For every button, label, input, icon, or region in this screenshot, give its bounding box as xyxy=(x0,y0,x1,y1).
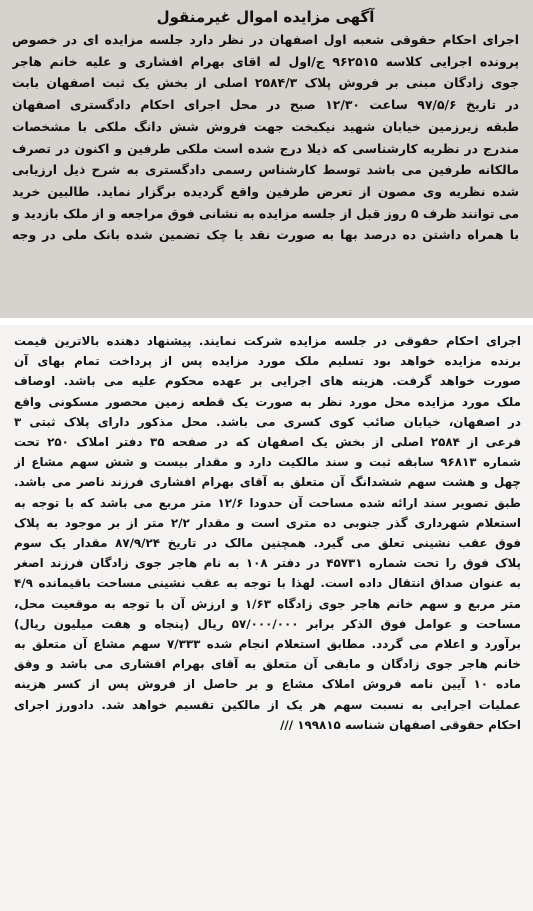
paragraph-line: طبق تصویر سند ارائه شده مساحت آن حدودا ۱۲/۶ متر مربع می باشد که با توجه به xyxy=(14,495,521,510)
paragraph-line: فرعی از ۲۵۸۴ اصلی از بخش یک اصفهان که در صفحه ۳۵ دفتر املاک ۲۵۰ تحت xyxy=(14,435,521,450)
paragraph-line: پرونده اجرایی کلاسه ۹۶۲۵۱۵ ج/اول له اقای بهرام افشاری و علیه خانم هاجر xyxy=(12,53,519,69)
paragraph-line: عملیات اجرایی به نسبت سهم هر یک از مالکین تقسیم خواهد شد. دادورز اجرای xyxy=(14,697,521,712)
paragraph-line: می توانند ظرف ۵ روز قبل از جلسه مزایده به نشانی فوق مراجعه و از ملک بازدید و xyxy=(12,205,519,221)
paragraph-line: چهل و هشت سهم ششدانگ آن متعلق به آقای بهرام افشاری فرزند ناصر می باشد. xyxy=(14,475,521,490)
paragraph-line: پلاک فوق را تحت شماره ۴۵۷۳۱ در دفتر ۱۰۸ به نام هاجر جوی زادگان فرزند اصغر xyxy=(14,556,521,571)
paragraph-line: برنده مزایده خواهد بود تسلیم ملک مورد مزایده پس از پرداخت تمام بهای آن xyxy=(14,354,521,369)
paragraph-line: مندرج در نظریه کارشناسی که ذیلا درج شده است ملکی طرفین و اکنون در تصرف xyxy=(12,140,519,156)
notice-headline: آگهی مزایده اموال غیرمنقول xyxy=(156,8,375,26)
paragraph-line: شده نظریه وی مصون از تعرض طرفین واقع گردیده برگزار نماید. طالبین خرید xyxy=(12,183,519,199)
paragraph-line: با همراه داشتن ده درصد بها به صورت نقد یا چک تضمین شده بانک ملی در وجه xyxy=(12,227,519,243)
clipping-divider xyxy=(0,318,533,325)
notice-clipping-top xyxy=(0,0,533,318)
paragraph-line: در اصفهان، خیابان صائب کوی کسری می باشد. محل مذکور دارای پلاک ثبتی ۳ xyxy=(14,414,521,429)
paragraph-line: مالکانه طرفین می باشد توسط کارشناس رسمی دادگستری به شرح ذیل ارزیابی xyxy=(12,162,519,178)
paragraph-line: طبقه زیرزمین خیابان شهید نیکبخت جهت فروش شش دانگ ملکی با مشخصات xyxy=(12,118,519,134)
paragraph-line: جوی زادگان مبنی بر فروش پلاک ۲۵۸۴/۳ اصلی از بخش یک ثبت اصفهان بابت xyxy=(12,75,519,91)
paragraph-line: صورت خواهد گرفت. هزینه های اجرایی بر عهده محکوم علیه می باشد. اوصاف xyxy=(14,374,521,389)
paragraph-line: ماده ۱۰ آیین نامه فروش املاک مشاع و بر حاصل از فروش پس از کسر هزینه xyxy=(14,677,521,692)
paragraph-line: متر مربع و سهم خانم هاجر جوی زادگاه ۱/۶۳ و ارزش آن با توجه به موقعیت محل، xyxy=(14,596,521,611)
paragraph-line: خانم هاجر جوی زادگان و مابقی آن متعلق به آقای بهرام افشاری می باشد و وفق xyxy=(14,657,521,672)
paragraph-line: احکام حقوقی اصفهان شناسه ۱۹۹۸۱۵ /// xyxy=(280,717,521,732)
paragraph-line: اجرای احکام حقوقی در جلسه مزایده شرکت نمایند. پیشنهاد دهنده بالاترین قیمت xyxy=(14,334,521,348)
paragraph-line: مساحت و عوامل فوق الذکر برابر ۵۷/۰۰۰/۰۰۰ ریال (پنجاه و هفت میلیون ریال) xyxy=(14,616,521,631)
paragraph-line: برآورد و اعلام می گردد. مطابق استعلام انجام شده ۷/۳۳۳ سهم مشاع آن متعلق به xyxy=(14,637,521,652)
paragraph-line: در تاریخ ۹۷/۵/۶ ساعت ۱۲/۳۰ صبح در محل اجرای احکام دادگستری اصفهان xyxy=(12,97,519,113)
paragraph-line: ملک مورد مزایده محل مورد نظر به صورت یک قطعه زمین محصور مسکونی واقع xyxy=(14,394,521,409)
paragraph-line: شماره ۹۶۸۱۳ سابقه ثبت و سند مالکیت دارد و مقدار بیست و شش سهم مشاع از xyxy=(14,455,521,470)
paragraph-line: استعلام شهرداری گذر جنوبی ده متری است و مقدار ۲/۲ متر از بر موجود به پلاک xyxy=(14,515,521,530)
paragraph-line: اجرای احکام حقوقی شعبه اول اصفهان در نظر دارد جلسه مزایده ای در خصوص xyxy=(12,32,519,47)
paragraph-line: فوق عقب نشینی تعلق می گیرد. همچنین مالک در تاریخ ۸۷/۹/۲۴ مقدار یک سوم xyxy=(14,536,521,551)
paragraph-line: به عنوان صداق انتقال داده است. لهذا با توجه به عقب نشینی مساحت باقیمانده ۴/۹ xyxy=(14,576,521,591)
notice-clipping-bottom xyxy=(0,325,533,911)
